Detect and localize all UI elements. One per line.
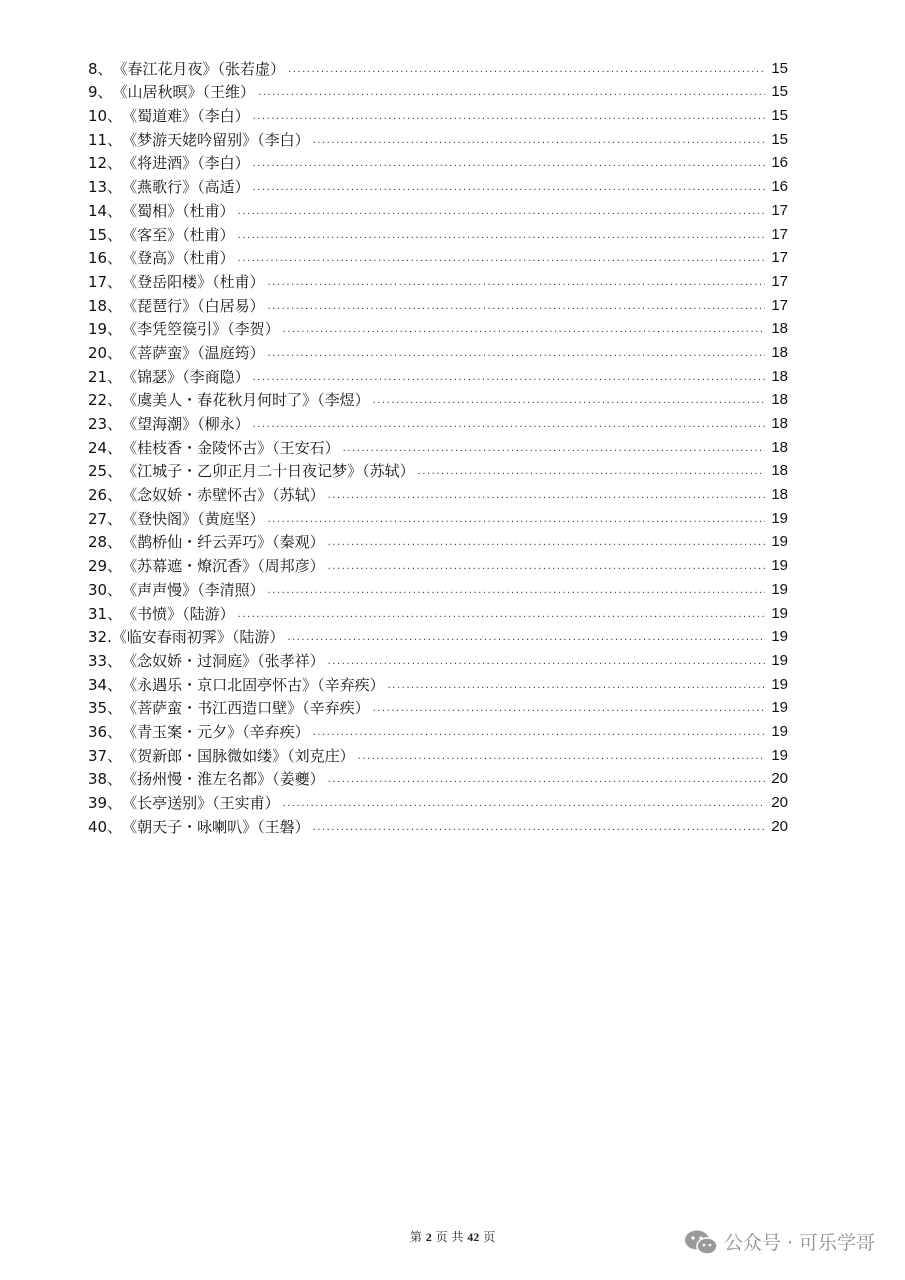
toc-entry[interactable]: [88, 197, 788, 221]
toc-entry-title: 《声声慢》（李清照）: [122, 580, 265, 599]
toc-entry[interactable]: [88, 552, 788, 576]
toc-entry-page: 15: [771, 83, 788, 101]
toc-entry-page: 16: [771, 178, 788, 196]
toc-entry-number: 25、: [88, 462, 123, 481]
toc-entry-title: 《登快阁》（黄庭坚）: [122, 509, 265, 528]
toc-entry-title: 《望海潮》（柳永）: [122, 415, 250, 433]
toc-entry-page: 20: [771, 794, 788, 811]
toc-entry-number: 24、: [88, 438, 123, 457]
toc-entry-number: 12、: [88, 154, 123, 173]
toc-entry[interactable]: [88, 173, 788, 197]
toc-entry[interactable]: [88, 79, 788, 103]
toc-entry-title: 《青玉案・元夕》（辛弃疾）: [122, 722, 310, 741]
watermark: [684, 1228, 875, 1255]
toc-entry-number: 29、: [88, 557, 123, 576]
table-of-contents: [88, 55, 788, 837]
toc-entry[interactable]: [88, 292, 788, 316]
toc-entry[interactable]: [88, 624, 788, 648]
toc-entry-number: 36、: [88, 722, 123, 741]
toc-entry-page: 17: [771, 296, 788, 314]
toc-entry[interactable]: [88, 695, 788, 719]
toc-entry-title: 《念奴娇・过洞庭》（张孝祥）: [122, 651, 325, 670]
toc-entry[interactable]: [88, 55, 788, 79]
toc-dot-leader: [253, 373, 765, 383]
toc-entry[interactable]: [88, 245, 788, 269]
toc-entry-number: 38、: [88, 770, 123, 789]
toc-entry-number: 32.: [88, 628, 112, 647]
toc-entry[interactable]: [88, 150, 788, 174]
toc-entry-number: 40、: [88, 817, 123, 836]
toc-entry[interactable]: [88, 505, 788, 529]
toc-entry-title: 《琵琶行》（白居易）: [122, 296, 265, 315]
toc-entry-title: 《菩萨蛮》（温庭筠）: [122, 343, 265, 362]
toc-entry-title: 《鹊桥仙・纤云弄巧》（秦观）: [122, 533, 325, 552]
toc-dot-leader: [313, 823, 765, 833]
toc-entry-number: 11、: [88, 130, 123, 149]
toc-entry-page: 15: [771, 107, 788, 125]
toc-entry-title: 《蜀道难》（李白）: [122, 107, 250, 126]
toc-entry-page: 18: [771, 486, 788, 504]
toc-entry-page: 19: [771, 722, 788, 740]
toc-entry[interactable]: [88, 458, 788, 482]
toc-entry[interactable]: [88, 268, 788, 292]
toc-entry-number: 27、: [88, 509, 123, 528]
toc-entry-number: 10、: [88, 107, 123, 126]
toc-entry-page: 18: [771, 320, 788, 338]
toc-entry[interactable]: [88, 766, 788, 790]
toc-dot-leader: [283, 325, 765, 335]
toc-entry-page: 19: [771, 557, 788, 575]
toc-entry-number: 23、: [88, 415, 123, 433]
toc-dot-leader: [328, 775, 765, 785]
toc-dot-leader: [238, 207, 765, 217]
footer-middle: 页 共: [435, 1230, 464, 1244]
toc-entry-page: 18: [771, 367, 788, 385]
toc-entry[interactable]: [88, 576, 788, 600]
toc-dot-leader: [313, 728, 765, 738]
toc-entry-title: 《苏幕遮・燎沉香》（周邦彦）: [122, 557, 325, 576]
toc-entry-page: 19: [771, 675, 788, 693]
toc-entry-title: 《永遇乐・京口北固亭怀古》（辛弃疾）: [122, 675, 385, 694]
toc-entry-title: 《登高》（杜甫）: [122, 249, 235, 268]
toc-entry-title: 《锦瑟》（李商隐）: [122, 367, 250, 386]
toc-entry-number: 17、: [88, 272, 123, 291]
toc-dot-leader: [268, 515, 765, 525]
toc-entry-title: 《蜀相》（杜甫）: [122, 201, 235, 220]
toc-dot-leader: [268, 278, 765, 288]
toc-entry[interactable]: [88, 102, 788, 126]
toc-entry-number: 33、: [88, 651, 123, 670]
toc-entry-page: 20: [771, 770, 788, 788]
toc-entry-number: 22、: [88, 391, 123, 410]
toc-entry-title: 《念奴娇・赤壁怀古》（苏轼）: [122, 486, 325, 505]
toc-entry[interactable]: [88, 316, 788, 340]
toc-entry-page: 19: [771, 699, 788, 717]
toc-entry[interactable]: [88, 481, 788, 505]
toc-entry-title: 《梦游天姥吟留别》（李白）: [122, 130, 310, 149]
toc-entry-number: 34、: [88, 675, 123, 694]
toc-entry[interactable]: [88, 221, 788, 245]
toc-entry[interactable]: [88, 718, 788, 742]
toc-entry-title: 《春江花月夜》（张若虚）: [112, 59, 286, 78]
toc-entry-number: 28、: [88, 533, 123, 552]
toc-entry-page: 19: [771, 604, 788, 622]
toc-entry-number: 15、: [88, 225, 123, 244]
toc-entry-page: 18: [771, 391, 788, 409]
toc-entry-title: 《长亭送别》（王实甫）: [122, 794, 280, 812]
toc-entry-number: 30、: [88, 580, 123, 599]
toc-entry-page: 19: [771, 580, 788, 598]
toc-entry[interactable]: [88, 363, 788, 387]
toc-entry[interactable]: [88, 387, 788, 411]
toc-dot-leader: [328, 538, 765, 548]
toc-entry[interactable]: [88, 671, 788, 695]
toc-entry-number: 13、: [88, 178, 123, 197]
toc-entry[interactable]: [88, 434, 788, 458]
toc-dot-leader: [238, 254, 765, 264]
toc-entry-number: 35、: [88, 699, 123, 718]
toc-entry-page: 17: [771, 249, 788, 267]
toc-dot-leader: [238, 610, 765, 620]
toc-entry-title: 《书愤》（陆游）: [122, 604, 235, 623]
toc-dot-leader: [288, 65, 765, 75]
toc-entry-title: 《桂枝香・金陵怀古》（王安石）: [122, 438, 340, 457]
toc-dot-leader: [253, 183, 765, 193]
toc-dot-leader: [287, 633, 765, 643]
toc-entry-page: 17: [771, 201, 788, 219]
wechat-icon: [684, 1229, 718, 1255]
footer-prefix: 第: [409, 1230, 422, 1244]
toc-dot-leader: [283, 799, 765, 809]
toc-entry-page: 16: [771, 154, 788, 172]
toc-dot-leader: [268, 349, 765, 359]
toc-entry[interactable]: [88, 789, 788, 813]
toc-entry-number: 18、: [88, 296, 123, 315]
toc-entry-title: 《临安春雨初霁》（陆游）: [111, 628, 285, 647]
toc-dot-leader: [373, 704, 765, 714]
toc-entry[interactable]: [88, 410, 788, 434]
toc-entry-title: 《燕歌行》（高适）: [122, 178, 250, 197]
toc-entry-page: 20: [771, 817, 788, 835]
toc-entry-title: 《江城子・乙卯正月二十日夜记梦》（苏轼）: [122, 462, 415, 481]
toc-entry-page: 17: [771, 272, 788, 290]
footer-suffix: 页: [483, 1230, 496, 1244]
toc-dot-leader: [268, 586, 765, 596]
toc-entry-number: 16、: [88, 249, 123, 268]
toc-entry-number: 19、: [88, 320, 123, 339]
toc-entry-page: 18: [771, 438, 788, 456]
toc-dot-leader: [253, 112, 765, 122]
footer-total-pages: 42: [467, 1230, 480, 1244]
toc-entry-number: 14、: [88, 201, 123, 220]
toc-dot-leader: [373, 396, 765, 406]
toc-entry-page: 18: [771, 415, 788, 432]
toc-entry-number: 8、: [88, 59, 113, 78]
toc-entry-title: 《扬州慢・淮左名都》（姜夔）: [122, 770, 325, 789]
toc-entry-page: 15: [771, 59, 788, 77]
toc-entry-page: 19: [771, 651, 788, 669]
toc-entry-title: 《山居秋暝》（王维）: [112, 83, 256, 102]
toc-entry-title: 《将进酒》（李白）: [122, 154, 250, 173]
toc-entry[interactable]: [88, 647, 788, 671]
toc-entry-title: 《客至》（杜甫）: [122, 225, 235, 244]
toc-dot-leader: [238, 231, 765, 241]
toc-entry-page: 18: [771, 343, 788, 361]
toc-entry[interactable]: [88, 600, 788, 624]
toc-dot-leader: [328, 657, 765, 667]
toc-entry-number: 21、: [88, 367, 123, 386]
toc-dot-leader: [258, 88, 765, 98]
toc-entry-number: 31、: [88, 604, 123, 623]
toc-entry[interactable]: [88, 126, 788, 150]
toc-dot-leader: [358, 752, 765, 762]
toc-entry-title: 《虞美人・春花秋月何时了》（李煜）: [122, 391, 370, 410]
toc-entry-number: 37、: [88, 746, 123, 765]
toc-dot-leader: [328, 562, 765, 572]
toc-entry-page: 15: [771, 130, 788, 148]
toc-dot-leader: [418, 467, 765, 477]
toc-entry-page: 19: [771, 746, 788, 764]
toc-entry[interactable]: [88, 529, 788, 553]
toc-dot-leader: [328, 491, 765, 501]
toc-entry[interactable]: [88, 813, 788, 837]
toc-entry-title: 《登岳阳楼》（杜甫）: [122, 272, 265, 291]
toc-entry-page: 19: [771, 533, 788, 551]
toc-dot-leader: [268, 302, 765, 312]
toc-entry-number: 9、: [88, 83, 113, 102]
toc-dot-leader: [388, 681, 765, 691]
toc-entry-number: 20、: [88, 343, 123, 362]
watermark-text: 公众号 · 可乐学哥: [723, 1232, 875, 1254]
toc-entry-number: 39、: [88, 794, 123, 812]
footer-current-page: 2: [425, 1230, 432, 1244]
toc-entry-page: 17: [771, 225, 788, 243]
toc-entry-title: 《朝天子・咏喇叭》（王磐）: [122, 817, 310, 836]
toc-entry[interactable]: [88, 742, 788, 766]
toc-dot-leader: [253, 159, 765, 169]
toc-entry-title: 《贺新郎・国脉微如缕》（刘克庄）: [122, 746, 355, 765]
toc-dot-leader: [313, 136, 765, 146]
toc-entry-page: 19: [771, 628, 788, 646]
toc-entry-page: 19: [771, 509, 788, 527]
toc-entry-page: 18: [771, 462, 788, 480]
toc-entry-title: 《李凭箜篌引》（李贺）: [122, 320, 280, 339]
toc-dot-leader: [343, 444, 765, 454]
toc-entry[interactable]: [88, 339, 788, 363]
toc-dot-leader: [253, 420, 765, 430]
toc-entry-number: 26、: [88, 486, 123, 505]
toc-entry-title: 《菩萨蛮・书江西造口壁》（辛弃疾）: [122, 699, 370, 718]
